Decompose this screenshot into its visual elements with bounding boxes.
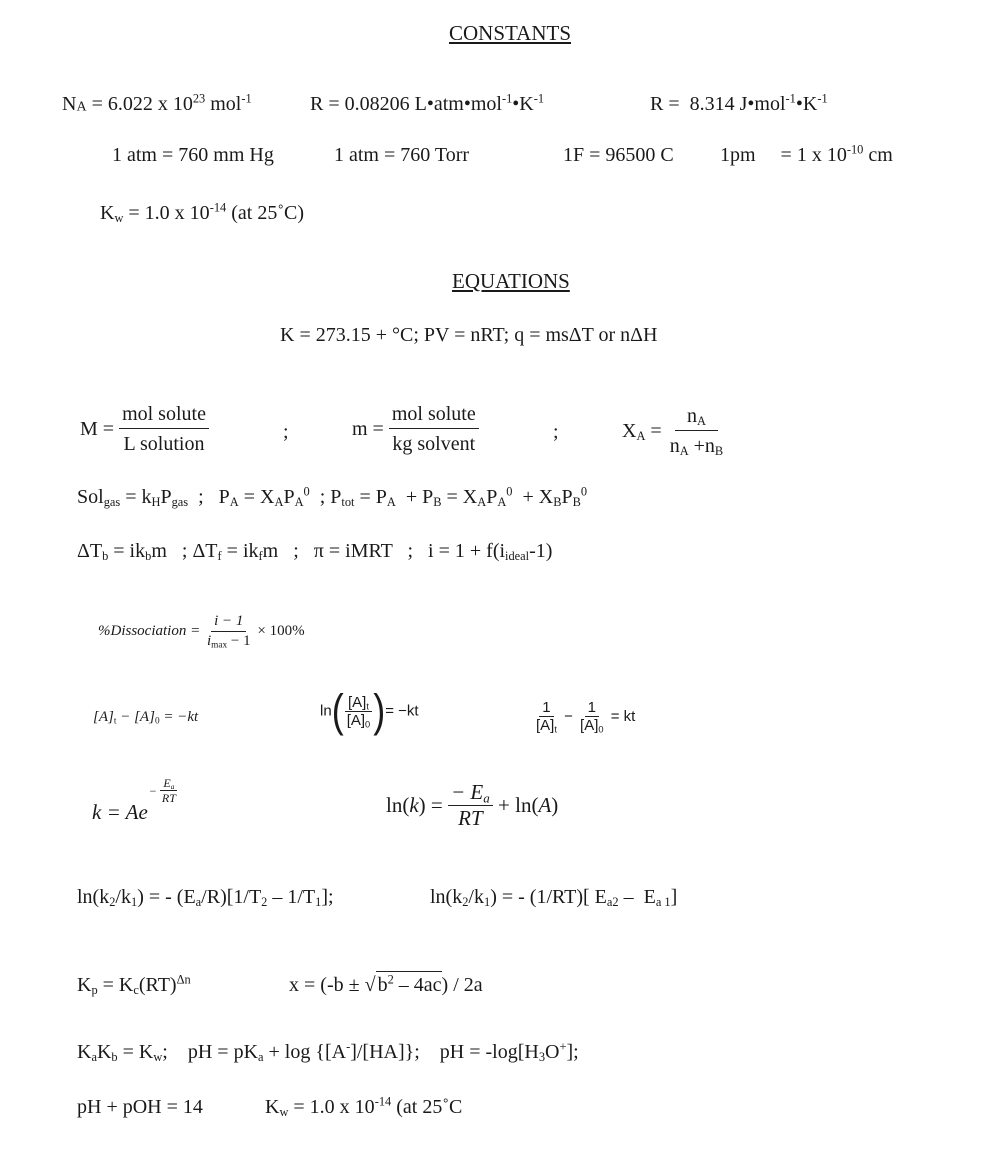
arrhenius-log-equation: ln(k) = $\frac{- E_a}{RT}$ + ln(A) (386, 780, 559, 830)
picometer-conversion: 1pm = 1 x $10^{-10}$ cm (720, 142, 893, 166)
water-ion-product-line: $K_w = 1.0$ x $10^{-14}$ (at 25˚C (265, 1094, 463, 1120)
molarity-equation: M = $\frac{\text{mol solute}}{\text{L solution}}$ (80, 404, 209, 454)
avogadro-constant: $N_A = 6.022$ x $10^{23}$ mol$^{-1}$ (62, 91, 252, 115)
quadratic-formula: x = (-b ± √ $b^2 - 4ac) / 2a$ (289, 972, 483, 996)
molality-equation: m = $\frac{\text{mol solute}}{\text{kg solvent}}$ (352, 404, 479, 454)
atm-to-mmhg: 1 atm = 760 mm Hg (112, 144, 274, 166)
water-ion-product: $K_w = 1.0$ x $10^{-14}$ (at 25˚C) (100, 200, 304, 226)
gas-constant-joule: R = 8.314 $J•mol^{-1}•K^{-1}$ (650, 91, 828, 115)
percent-dissociation-equation: %Dissociation = $\frac{i - 1}{i_{max} - 1}$ × 100% (98, 613, 305, 651)
separator: ; (553, 421, 559, 443)
faraday-constant: 1F = 96500 C (563, 144, 674, 166)
basic-equations-line: K = 273.15 + °C; PV = nRT; q = msΔT or nΔH (280, 324, 658, 346)
two-point-activation-energy-equation: $\ln(k_2/k_1)$ = - (1/RT)[ $E_{a2} - E_{a 1}$] (430, 886, 678, 910)
separator: ; (283, 421, 289, 443)
acid-base-equations: $K_aK_b = K_w$; pH = $pK_a + \log \{[A^-]/[HA]\}$; pH = $-\log[H_3O^+]$; (77, 1039, 579, 1065)
equations-heading: EQUATIONS (452, 269, 570, 293)
mole-fraction-equation: $X_A$ = $\frac{n_A}{n_A +n_B}$ (622, 405, 724, 459)
first-order-rate-law: ln( $\frac{[A]_t}{[A]_0}$ )= −kt (320, 684, 419, 736)
ph-poh-relation: pH + pOH = 14 (77, 1096, 203, 1118)
atm-to-torr: 1 atm = 760 Torr (334, 144, 470, 166)
kp-kc-relation: $K_p = K_c(RT)^{\Delta n}$ (77, 972, 191, 998)
colligative-equations: $\Delta T_b = ik_bm$ ; $\Delta T_f = ik_fm$ ; π = iMRT ; $i = 1 + f(i_{ideal}-1)$ (77, 540, 553, 564)
henry-raoult-equations: $Sol_{gas} = k_HP_{gas}$ ; $P_A = X_AP_A^0$ ; $P_{tot} = P_A + P_B = X_AP_A^0 + X_BP_B^0$ (77, 484, 588, 510)
arrhenius-equation: k = Ae− $\frac{E_a}{RT}$ (92, 776, 176, 824)
zero-order-rate-law: $[A]_t - [A]_0 = -kt$ (93, 709, 199, 727)
gas-constant-atm: R = 0.08206 $L•atm•mol^{-1}•K^{-1}$ (310, 91, 545, 115)
two-point-arrhenius-equation: $\ln(k_2/k_1)$ = - $(E_a/R)[1/T_2 - 1/T_1]$; (77, 886, 334, 910)
constants-heading: CONSTANTS (449, 21, 572, 45)
second-order-rate-law: $\frac{1}{[A]_t}$ − $\frac{1}{[A]_0}$ = kt (536, 699, 636, 735)
